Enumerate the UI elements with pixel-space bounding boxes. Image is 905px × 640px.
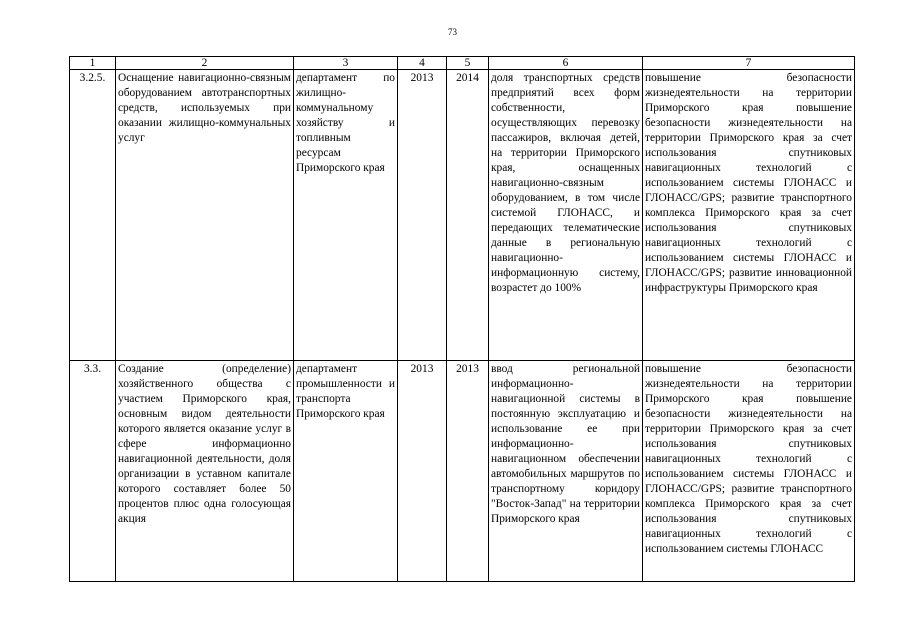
start-year-cell: 2013 — [398, 361, 447, 582]
column-header: 7 — [643, 57, 855, 70]
column-header: 2 — [116, 57, 294, 70]
executor-cell: департамент промышленности и транспорта Приморского края — [294, 361, 398, 582]
column-header: 1 — [70, 57, 116, 70]
executor-cell: департамент по жилищно-коммунальному хозяйству и топливным ресурсам Приморского края — [294, 70, 398, 361]
table-row — [70, 70, 855, 361]
table-row — [70, 361, 855, 582]
result-cell: повышение безопасности жизнедеятельности на территории Приморского края повышение безопасности жизнедеятельности на территории Приморского края за счет использования спутниковых навигационных технологий с использованием системы ГЛОНАСС и ГЛОНАСС/GPS; развитие транспортного комплекса Приморского края за счет использования спутниковых навигационных технологий с использованием системы ГЛОНАСС — [643, 361, 855, 582]
column-header: 3 — [294, 57, 398, 70]
measures-table — [69, 56, 855, 582]
measure-cell: Оснащение навигационно-связным оборудованием автотранспортных средств, используемых при оказании жилищно-коммунальных услуг — [116, 70, 294, 361]
table-header-row — [70, 57, 855, 70]
indicator-cell: ввод региональной информационно-навигационной системы в постоянную эксплуатацию и использование ее при информационно-навигационном обеспечении автомобильных маршрутов по транспортному коридору "Восток-Запад" на территории Приморского края — [489, 361, 643, 582]
page-number: 73 — [448, 27, 457, 37]
end-year-cell: 2013 — [447, 361, 489, 582]
column-header: 5 — [447, 57, 489, 70]
result-cell: повышение безопасности жизнедеятельности на территории Приморского края повышение безопасности жизнедеятельности на территории Приморского края за счет использования спутниковых навигационных технологий с использованием системы ГЛОНАСС и ГЛОНАСС/GPS; развитие транспортного комплекса Приморского края за счет использования спутниковых навигационных технологий с использованием системы ГЛОНАСС и ГЛОНАСС/GPS; развитие инновационной инфраструктуры Приморского края — [643, 70, 855, 361]
column-header: 6 — [489, 57, 643, 70]
column-header: 4 — [398, 57, 447, 70]
end-year-cell: 2014 — [447, 70, 489, 361]
measure-cell: Создание (определение) хозяйственного общества с участием Приморского края, основным видом деятельности которого является оказание услуг в сфере информационно навигационной деятельности, доля организации в уставном капитале которого составляет более 50 процентов плюс одна голосующая акция — [116, 361, 294, 582]
indicator-cell: доля транспортных средств предприятий всех форм собственности, осуществляющих перевозку пассажиров, включая детей, на территории Приморского края, оснащенных навигационно-связным оборудованием, в том числе системой ГЛОНАСС, и передающих телематические данные в региональную навигационно-информационную систему, возрастет до 100% — [489, 70, 643, 361]
item-number: 3.2.5. — [70, 70, 116, 361]
item-number: 3.3. — [70, 361, 116, 582]
start-year-cell: 2013 — [398, 70, 447, 361]
